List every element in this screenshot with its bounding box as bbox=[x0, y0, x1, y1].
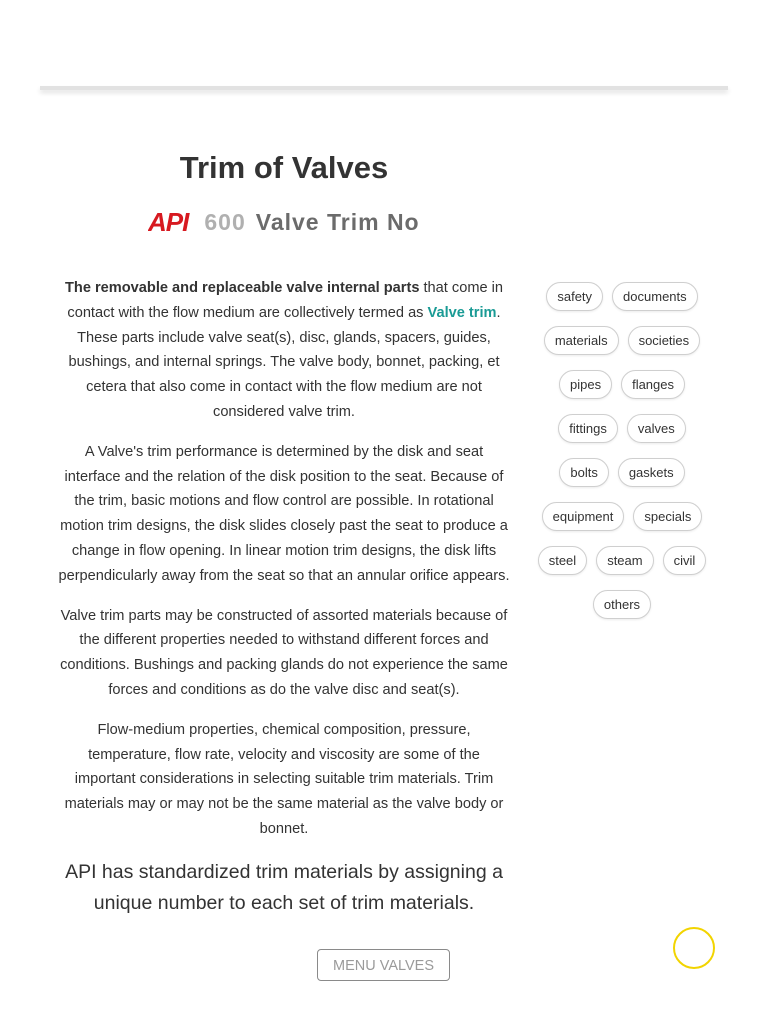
paragraph-2: A Valve's trim performance is determined by the disk and seat interface and the relation of the disk position to the seat. Because of the trim, basic motions and flow control are possible. In rotational motion trim designs, the disk slides closely past the seat to produce a change in flow opening. In linear motion trim designs, the disk lifts perpendicularly away from the seat so that an annular orifice appears. bbox=[58, 443, 510, 584]
tag-steel[interactable]: steel bbox=[538, 546, 587, 575]
paragraph-1 bbox=[56, 276, 512, 425]
tag-specials[interactable]: specials bbox=[633, 502, 702, 531]
paragraph-1-mid: that come in contact with the flow medium are collectively termed as bbox=[67, 280, 504, 321]
api-standard-note: API has standardized trim materials by assigning a unique number to each set of trim materials. bbox=[65, 860, 503, 914]
banner-number: 600 bbox=[204, 208, 246, 235]
tag-equipment[interactable]: equipment bbox=[542, 502, 625, 531]
paragraph-1-tail: . These parts include valve seat(s), disc, glands, spacers, guides, bushings, and internal springs. The valve body, bonnet, packing, et cetera that also come in contact with the flow medium are not considered valve trim. bbox=[68, 304, 501, 420]
api-logo-text: API bbox=[148, 209, 189, 235]
valve-trim-link[interactable]: Valve trim bbox=[427, 304, 497, 321]
tag-safety[interactable]: safety bbox=[546, 282, 603, 311]
tag-societies[interactable]: societies bbox=[628, 326, 701, 355]
tag-bolts[interactable]: bolts bbox=[559, 458, 608, 487]
paragraph-1-lead: The removable and replaceable valve internal parts bbox=[64, 280, 420, 296]
tag-civil[interactable]: civil bbox=[663, 546, 707, 575]
tag-flanges[interactable]: flanges bbox=[621, 370, 685, 399]
top-header-bar bbox=[0, 0, 768, 88]
api-logo-icon bbox=[148, 209, 194, 235]
header-divider bbox=[40, 86, 728, 90]
tag-cloud bbox=[530, 282, 714, 619]
tag-gaskets[interactable]: gaskets bbox=[618, 458, 685, 487]
paragraph-4: Flow-medium properties, chemical composition, pressure, temperature, flow rate, velocity and viscosity are some of the important considerations in selecting suitable trim materials. Trim materials may or may not be the same material as the valve body or bonnet. bbox=[64, 721, 504, 837]
tag-materials[interactable]: materials bbox=[544, 326, 619, 355]
tag-documents[interactable]: documents bbox=[612, 282, 698, 311]
article-body bbox=[56, 276, 512, 919]
tag-fittings[interactable]: fittings bbox=[558, 414, 618, 443]
tag-pipes[interactable]: pipes bbox=[559, 370, 612, 399]
banner-text: Valve Trim No bbox=[255, 208, 420, 235]
floating-circle-button[interactable] bbox=[673, 927, 715, 969]
menu-valves-button[interactable]: MENU VALVES bbox=[317, 949, 450, 981]
tag-steam[interactable]: steam bbox=[596, 546, 653, 575]
page-title: Trim of Valves bbox=[179, 150, 389, 185]
tag-others[interactable]: others bbox=[593, 590, 651, 619]
paragraph-3: Valve trim parts may be constructed of assorted materials because of the different properties needed to withstand different forces and conditions. Bushings and packing glands do not experience the same forces and conditions as do the valve disc and seat(s). bbox=[60, 607, 508, 698]
article bbox=[56, 148, 512, 919]
api-600-banner bbox=[56, 204, 512, 240]
tag-valves[interactable]: valves bbox=[627, 414, 686, 443]
